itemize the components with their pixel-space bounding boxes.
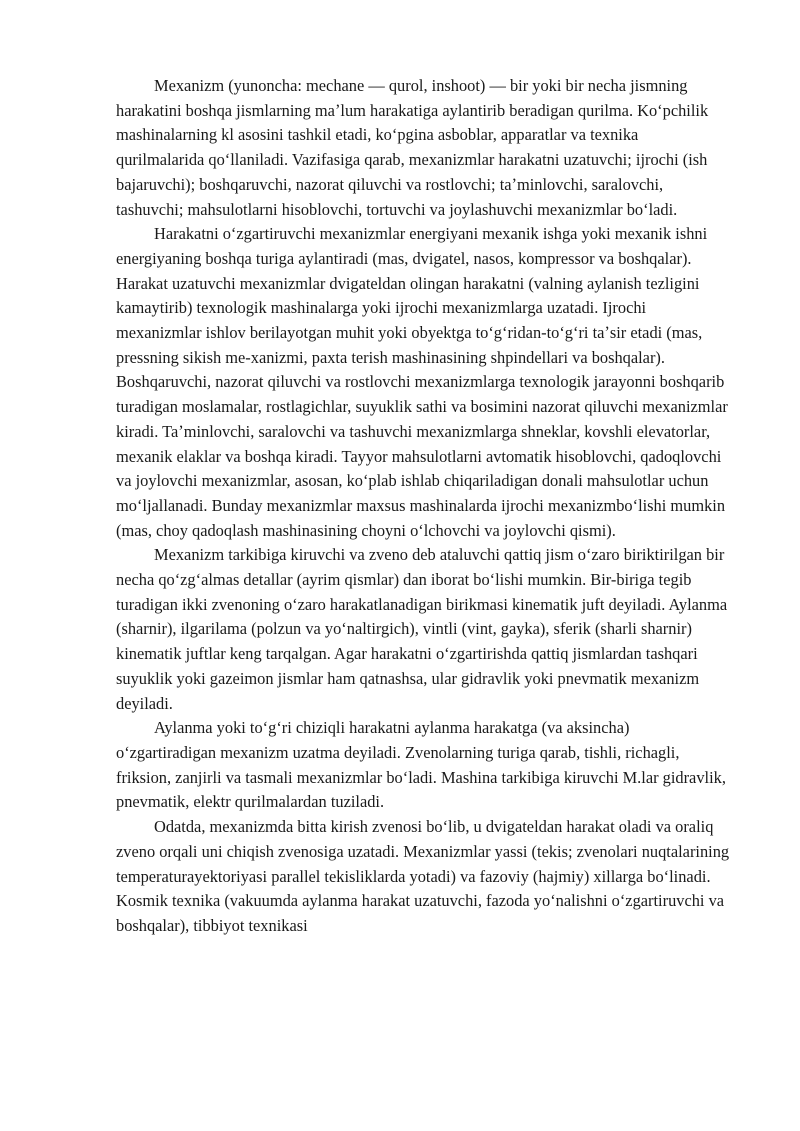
paragraph-transforming-mechanisms: Harakatni oʻzgartiruvchi mexanizmlar energiyani mexanik ishga yoki mexanik ishni energiyaning boshqa turiga aylantiradi (mas, dvigatel, nasos, kompressor va boshqalar). Harakat uzatuvchi mexanizmlar dvigateldan olingan harakatni (valning aylanish tezligini kamaytirib) texnologik mashinalarga yoki ijrochi mexanizmlarga uzatadi. Ijrochi mexanizmlar ishlov berilayotgan muhit yoki obyektga toʻgʻridan-toʻgʻri taʼsir etadi (mas, pressning sikish me-xanizmi, paxta terish mashinasining shpindellari va boshqalar). Boshqaruvchi, nazorat qiluvchi va rostlovchi mexanizmlarga texnologik jarayonni boshqarib turadigan moslamalar, rostlagichlar, suyuklik sathi va bosimini nazorat qiluvchi mexanizmlar kiradi. Taʼminlovchi, saralovchi va tashuvchi mexanizmlarga shneklar, kovshli elevatorlar, mexanik elaklar va boshqa kiradi. Tayyor mahsulotlarni avtomatik hisoblovchi, qadoqlovchi va joylovchi mexanizmlar, asosan, koʻplab ishlab chiqariladigan donali mahsulotlar uchun moʻljallanadi. Bunday mexanizmlar maxsus mashinalarda ijrochi mexanizmboʻlishi mumkin (mas, choy qadoqlash mashinasining choyni oʻlchovchi va joylovchi qismi). [116,224,728,540]
paragraph-transmission: Aylanma yoki toʻgʻri chiziqli harakatni aylanma harakatga (va aksincha) oʻzgartiradigan mexanizm uzatma deyiladi. Zvenolarning turiga qarab, tishli, richagli, friksion, zanjirli va tasmali mexanizmlar boʻladi. Mashina tarkibiga kiruvchi M.lar gidravlik, pnevmatik, elektr qurilmalardan tuziladi. [116,718,726,812]
paragraph-input-link: Odatda, mexanizmda bitta kirish zvenosi boʻlib, u dvigateldan harakat oladi va oraliq zveno orqali uni chiqish zvenosiga uzatadi. Mexanizmlar yassi (tekis; zvenolari nuqtalarining temperaturayektoriyasi parallel tekisliklarda yotadi) va fazoviy (hajmiy) xillarga boʻlinadi. Kosmik texnika (vakuumda aylanma harakat uzatuvchi, fazoda yoʻnalishni oʻzgartiruvchi va boshqalar), tibbiyot texnikasi [116,817,730,935]
document-page [116,74,730,939]
paragraph-kinematic-pairs: Mexanizm tarkibiga kiruvchi va zveno deb ataluvchi qattiq jism oʻzaro biriktirilgan bir necha qoʻzgʻalmas detallar (ayrim qismlar) dan iborat boʻlishi mumkin. Bir-biriga tegib turadigan ikki zvenoning oʻzaro harakatlanadigan birikmasi kinematik juft deyiladi. Aylanma (sharnir), ilgarilama (polzun va yoʻnaltirgich), vintli (vint, gayka), sferik (sharli sharnir) kinematik juftlar keng tarqalgan. Agar harakatni oʻzgartirishda qattiq jismlardan tashqari suyuklik yoki gazeimon jismlar ham qatnashsa, ular gidravlik yoki pnevmatik mexanizm deyiladi. [116,545,728,713]
paragraph-mexanizm-definition: Mexanizm (yunoncha: mechane — qurol, inshoot) — bir yoki bir necha jismning harakatini boshqa jismlarning maʼlum harakatiga aylantirib beradigan qurilma. Koʻpchilik mashinalarning kl asosini tashkil etadi, koʻpgina asboblar, apparatlar va texnika qurilmalarida qoʻllaniladi. Vazifasiga qarab, mexanizmlar harakatni uzatuvchi; ijrochi (ish bajaruvchi); boshqaruvchi, nazorat qiluvchi va rostlovchi; taʼminlovchi, saralovchi, tashuvchi; mahsulotlarni hisoblovchi, tortuvchi va joylashuvchi mexanizmlar boʻladi. [116,76,709,219]
